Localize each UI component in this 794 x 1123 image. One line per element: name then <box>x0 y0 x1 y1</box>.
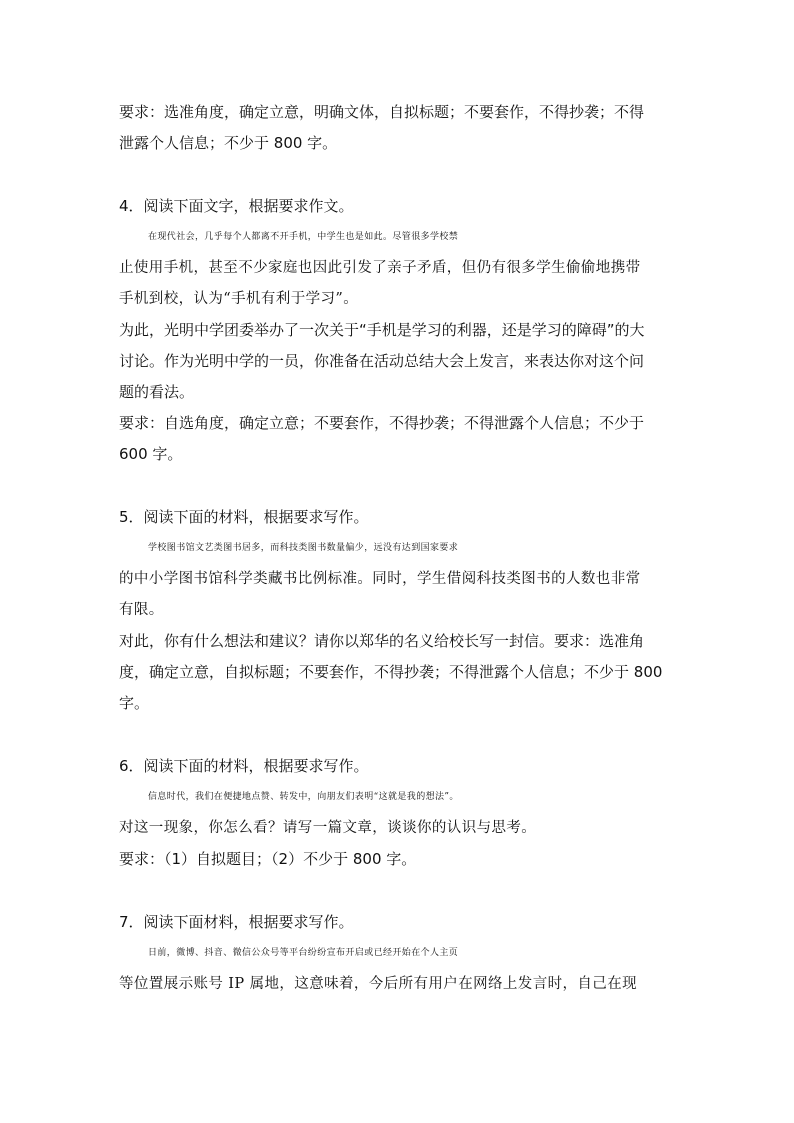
q6-requirement-line: 要求：（1）自拟题目；（2）不少于 800 字。 <box>119 850 417 868</box>
q5-task-line-2: 度，确定立意，自拟标题；不要套作，不得抄袭；不得泄露个人信息；不少于 800 <box>119 663 663 681</box>
q7-material-line-2: 等位置展示账号 IP 属地，这意味着，今后所有用户在网络上发言时，自己在现 <box>119 976 637 992</box>
q4-requirement-line-2: 600 字。 <box>119 445 183 463</box>
question-5-heading: 5．阅读下面的材料，根据要求写作。 <box>119 508 369 526</box>
q5-material-line-2: 的中小学图书馆科学类藏书比例标准。同时，学生借阅科技类图书的人数也非常 <box>119 571 641 587</box>
q4-material-line-2: 止使用手机，甚至不少家庭也因此引发了亲子矛盾，但仍有很多学生偷偷地携带 <box>119 260 641 276</box>
question-6-heading: 6．阅读下面的材料，根据要求写作。 <box>119 757 369 775</box>
q4-material-line-3: 手机到校，认为“手机有利于学习”。 <box>119 291 359 307</box>
q4-task-line-1: 为此，光明中学团委举办了一次关于“手机是学习的利器，还是学习的障碍”的大 <box>119 321 645 339</box>
q5-material-line-1: 学校图书馆文艺类图书居多，而科技类图书数量偏少，远没有达到国家要求 <box>148 543 459 553</box>
q6-material-line-1: 信息时代，我们在便捷地点赞、转发中，向朋友们表明“这就是我的想法”。 <box>148 792 459 802</box>
q4-task-line-2: 讨论。作为光明中学的一员，你准备在活动总结大会上发言，来表达你对这个问 <box>119 352 645 370</box>
q4-requirement-line-1: 要求：自选角度，确定立意；不要套作，不得抄袭；不得泄露个人信息；不少于 <box>119 414 645 432</box>
q5-material-line-3: 有限。 <box>119 602 164 618</box>
q3-requirement-line-1: 要求：选准角度，确定立意，明确文体，自拟标题；不要套作，不得抄袭；不得 <box>119 103 645 121</box>
question-4-heading: 4．阅读下面文字，根据要求作文。 <box>119 197 354 215</box>
q7-material-line-1: 日前，微博、抖音、微信公众号等平台纷纷宣布开启或已经开始在个人主页 <box>148 948 459 958</box>
q4-task-line-3: 题的看法。 <box>119 383 195 401</box>
q3-requirement-line-2: 泄露个人信息；不少于 800 字。 <box>119 134 338 152</box>
q4-material-line-1: 在现代社会，几乎每个人都离不开手机，中学生也是如此。尽管很多学校禁 <box>148 232 459 242</box>
question-7-heading: 7．阅读下面材料，根据要求写作。 <box>119 913 354 931</box>
q6-material-line-2: 对这一现象，你怎么看？请写一篇文章，谈谈你的认识与思考。 <box>119 820 537 836</box>
q5-task-line-3: 字。 <box>119 694 150 712</box>
q5-task-line-1: 对此，你有什么想法和建议？请你以郑华的名义给校长写一封信。要求：选准角 <box>119 632 645 650</box>
